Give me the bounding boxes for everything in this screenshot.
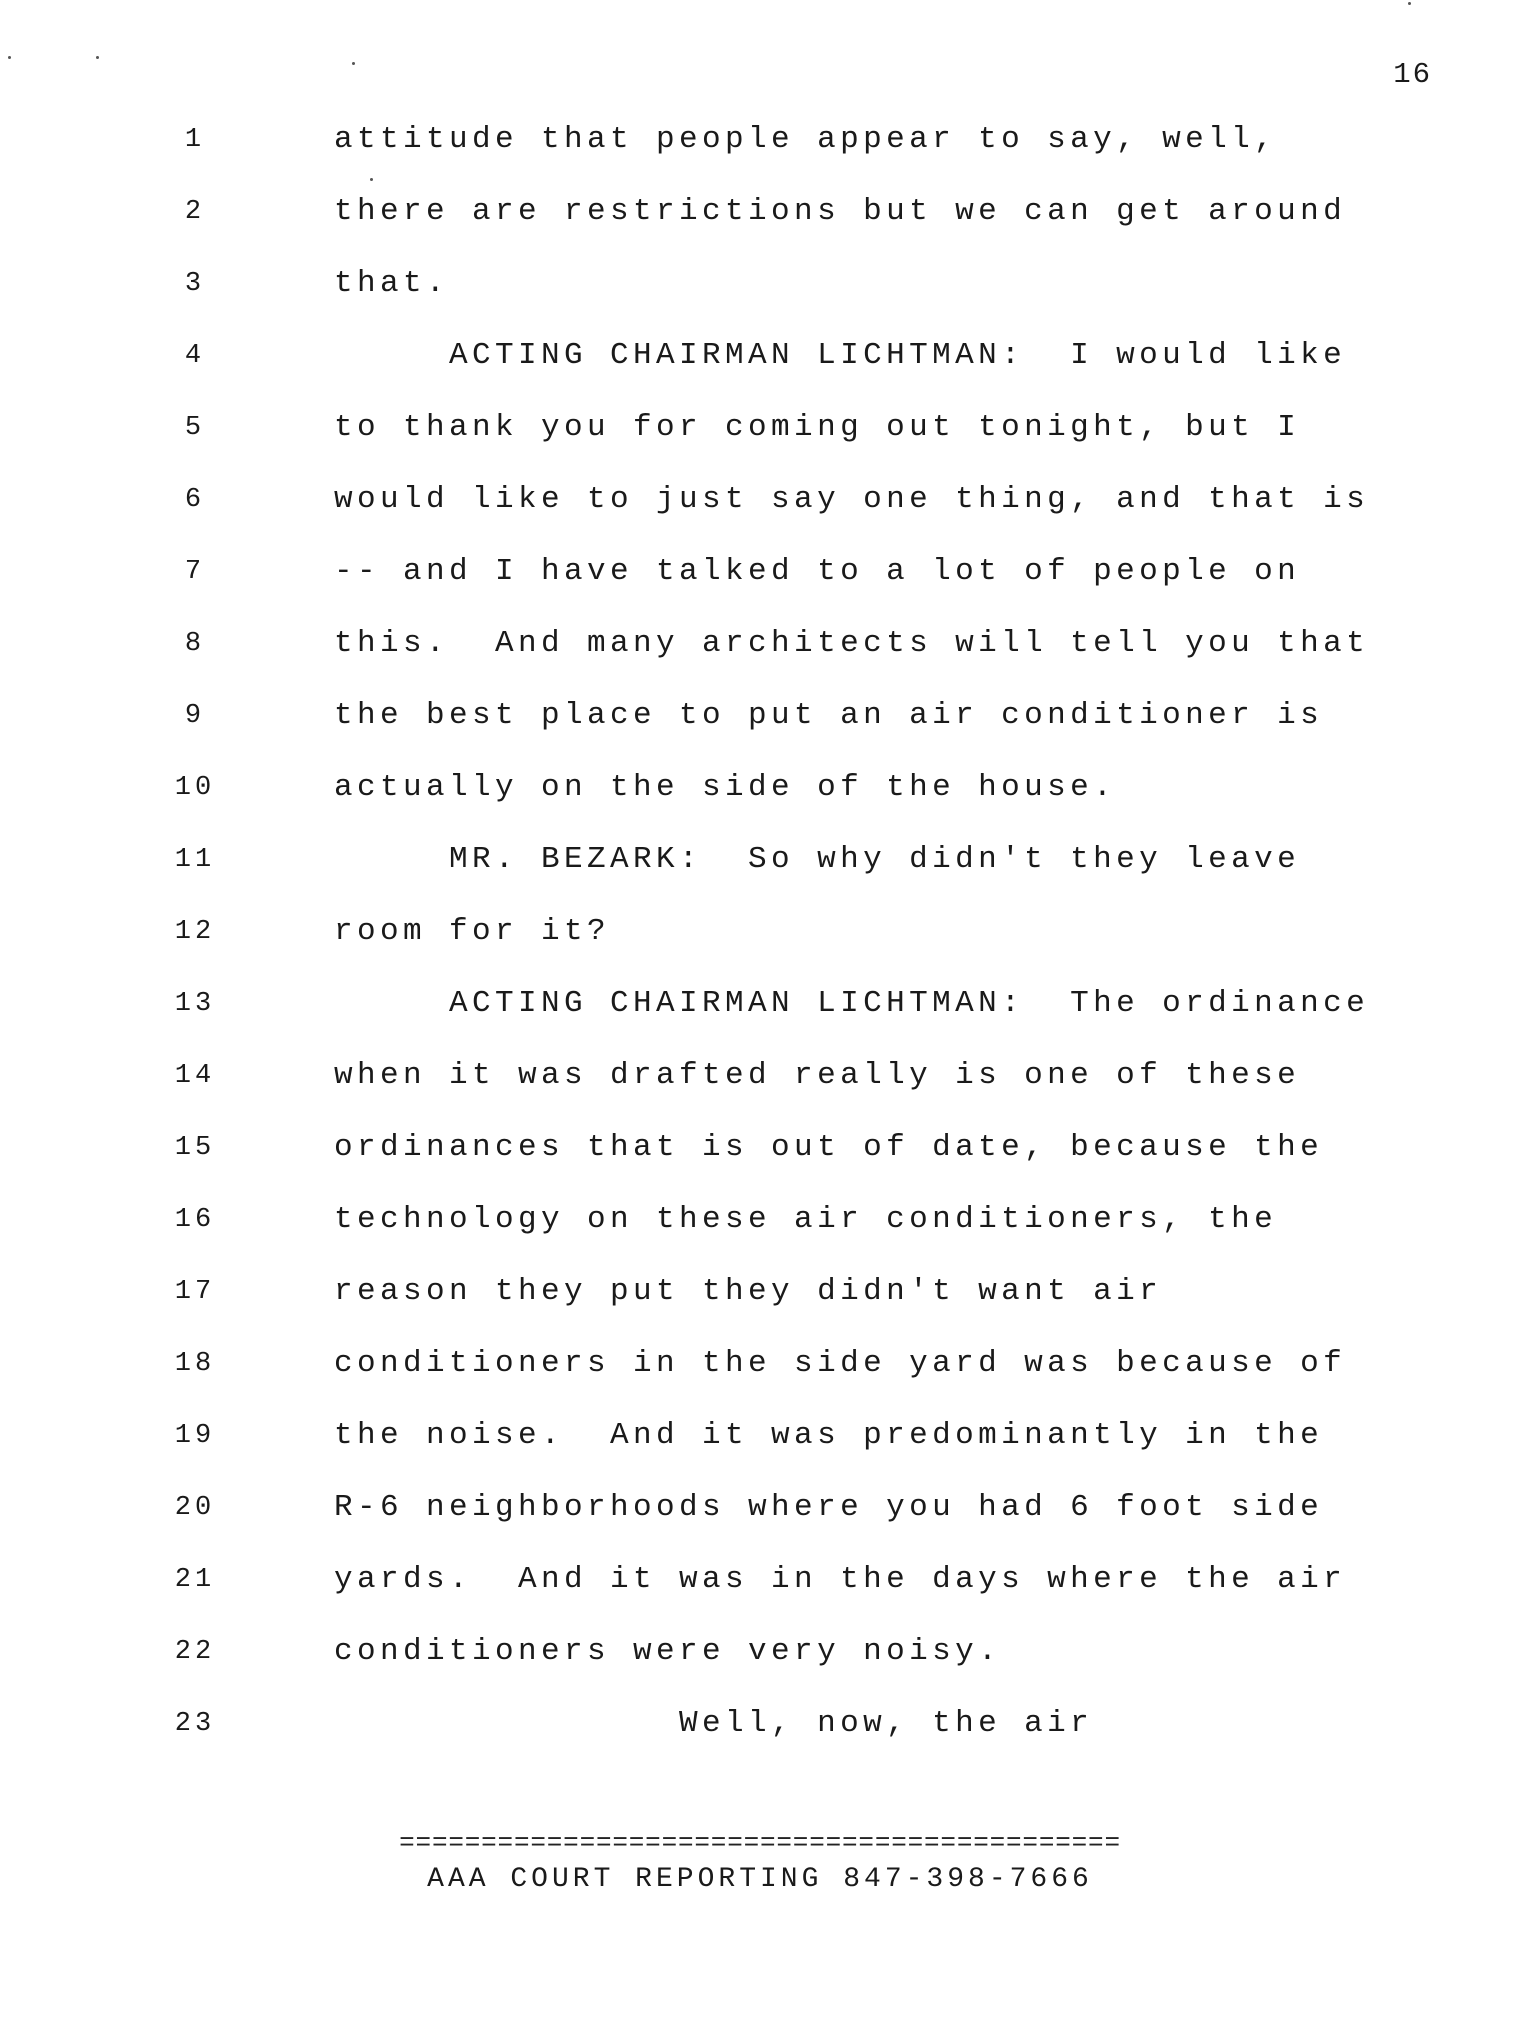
- scan-speck: [370, 178, 373, 181]
- footer-divider: ============================================: [399, 1828, 1121, 1858]
- line-number: 5: [184, 413, 206, 443]
- transcript-line: [0, 1416, 1520, 1456]
- line-text: attitude that people appear to say, well,: [334, 122, 1278, 157]
- line-text: this. And many architects will tell you that: [334, 626, 1370, 661]
- line-number: 16: [174, 1205, 216, 1235]
- transcript-line: [0, 120, 1520, 160]
- line-text: reason they put they didn't want air: [334, 1274, 1163, 1309]
- scan-speck: [8, 56, 11, 59]
- line-text: yards. And it was in the days where the air: [334, 1562, 1347, 1597]
- line-number: 3: [184, 269, 206, 299]
- line-number: 17: [174, 1277, 216, 1307]
- line-text: ordinances that is out of date, because the: [334, 1130, 1324, 1165]
- line-text: room for it?: [334, 914, 611, 949]
- scan-speck: [1408, 2, 1411, 5]
- transcript-line: [0, 336, 1520, 376]
- transcript-line: [0, 1560, 1520, 1600]
- line-number: 13: [174, 989, 216, 1019]
- line-text: ACTING CHAIRMAN LICHTMAN: The ordinance: [334, 986, 1370, 1021]
- page-number: 16: [1393, 58, 1432, 91]
- line-text: R-6 neighborhoods where you had 6 foot side: [334, 1490, 1324, 1525]
- transcript-line: [0, 912, 1520, 952]
- line-number: 9: [184, 701, 206, 731]
- line-text: actually on the side of the house.: [334, 770, 1117, 805]
- line-text: conditioners were very noisy.: [334, 1634, 1002, 1669]
- transcript-line: [0, 1488, 1520, 1528]
- line-text: would like to just say one thing, and that is: [334, 482, 1370, 517]
- transcript-line: [0, 408, 1520, 448]
- line-text: Well, now, the air: [334, 1706, 1094, 1741]
- line-text: when it was drafted really is one of these: [334, 1058, 1301, 1093]
- transcript-line: [0, 552, 1520, 592]
- transcript-line: [0, 840, 1520, 880]
- reporter-name-phone: AAA COURT REPORTING 847-398-7666: [427, 1864, 1093, 1895]
- line-number: 19: [174, 1421, 216, 1451]
- line-text: the best place to put an air conditioner is: [334, 698, 1324, 733]
- transcript-line: [0, 1632, 1520, 1672]
- transcript-line: [0, 768, 1520, 808]
- line-text: -- and I have talked to a lot of people on: [334, 554, 1301, 589]
- line-text: technology on these air conditioners, the: [334, 1202, 1278, 1237]
- transcript-line: [0, 1200, 1520, 1240]
- line-number: 11: [174, 845, 216, 875]
- line-text: that.: [334, 266, 450, 301]
- line-number: 12: [174, 917, 216, 947]
- line-number: 14: [174, 1061, 216, 1091]
- line-number: 2: [184, 197, 206, 227]
- line-number: 6: [184, 485, 206, 515]
- line-number: 8: [184, 629, 206, 659]
- transcript-line: [0, 1128, 1520, 1168]
- transcript-line: [0, 1704, 1520, 1744]
- line-number: 1: [184, 125, 206, 155]
- line-text: MR. BEZARK: So why didn't they leave: [334, 842, 1301, 877]
- line-text: ACTING CHAIRMAN LICHTMAN: I would like: [334, 338, 1347, 373]
- line-text: conditioners in the side yard was because of: [334, 1346, 1347, 1381]
- transcript-line: [0, 264, 1520, 304]
- line-number: 18: [174, 1349, 216, 1379]
- transcript-line: [0, 696, 1520, 736]
- line-text: there are restrictions but we can get around: [334, 194, 1347, 229]
- line-number: 20: [174, 1493, 216, 1523]
- line-number: 7: [184, 557, 206, 587]
- reporter-footer: [0, 1830, 1520, 1900]
- transcript-line: [0, 624, 1520, 664]
- line-number: 10: [174, 773, 216, 803]
- transcript-line: [0, 984, 1520, 1024]
- scan-speck: [96, 56, 99, 59]
- transcript-line: [0, 480, 1520, 520]
- scan-speck: [352, 62, 355, 65]
- transcript-line: [0, 1344, 1520, 1384]
- line-text: to thank you for coming out tonight, but I: [334, 410, 1301, 445]
- transcript-line: [0, 1056, 1520, 1096]
- line-number: 21: [174, 1565, 216, 1595]
- line-number: 4: [184, 341, 206, 371]
- line-number: 23: [174, 1709, 216, 1739]
- line-number: 22: [174, 1637, 216, 1667]
- transcript-line: [0, 192, 1520, 232]
- line-number: 15: [174, 1133, 216, 1163]
- transcript-line: [0, 1272, 1520, 1312]
- line-text: the noise. And it was predominantly in the: [334, 1418, 1324, 1453]
